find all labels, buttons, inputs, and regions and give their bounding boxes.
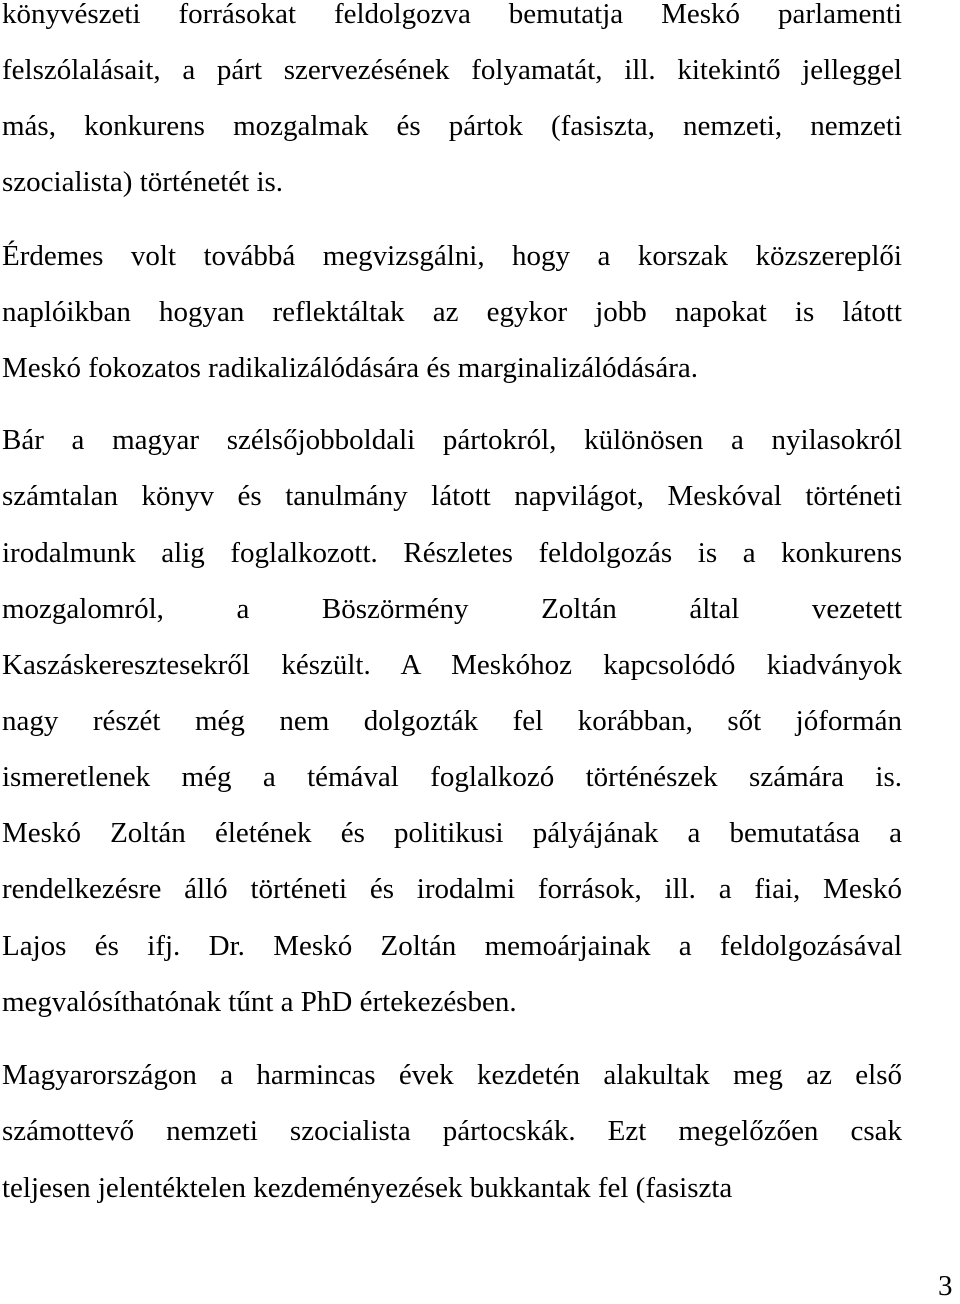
text-line: Lajos és ifj. Dr. Meskó Zoltán memoárjainak a feldolgozásával (2, 930, 902, 962)
text-line: felszólalásait, a párt szervezésének folyamatát, ill. kitekintő jelleggel (2, 54, 902, 86)
text-line: számtalan könyv és tanulmány látott napvilágot, Meskóval történeti (2, 480, 902, 512)
text-line: nagy részét még nem dolgozták fel korábban, sőt jóformán (2, 705, 902, 737)
text-line: Kaszáskeresztesekről készült. A Meskóhoz kapcsolódó kiadványok (2, 649, 902, 681)
text-line: más, konkurens mozgalmak és pártok (fasiszta, nemzeti, nemzeti (2, 110, 902, 142)
text-line: irodalmunk alig foglalkozott. Részletes feldolgozás is a konkurens (2, 537, 902, 569)
page-number: 3 (938, 1270, 953, 1302)
text-line: megvalósíthatónak tűnt a PhD értekezésben. (2, 986, 517, 1018)
text-line: naplóikban hogyan reflektáltak az egykor jobb napokat is látott (2, 296, 902, 328)
text-line: szocialista) történetét is. (2, 166, 284, 198)
text-line: mozgalomról, a Böszörmény Zoltán által vezetett (2, 593, 902, 625)
text-line: Meskó Zoltán életének és politikusi pályájának a bemutatása a (2, 817, 902, 849)
text-line: rendelkezésre álló történeti és irodalmi források, ill. a fiai, Meskó (2, 873, 902, 905)
text-line: könyvészeti forrásokat feldolgozva bemutatja Meskó parlamenti (2, 0, 902, 30)
text-line: teljesen jelentéktelen kezdeményezések bukkantak fel (fasiszta (2, 1172, 733, 1204)
text-line: számottevő nemzeti szocialista pártocskák. Ezt megelőzően csak (2, 1115, 902, 1147)
text-line: Magyarországon a harmincas évek kezdetén alakultak meg az első (2, 1059, 902, 1091)
text-line: ismeretlenek még a témával foglalkozó történészek számára is. (2, 761, 902, 793)
text-line: Meskó fokozatos radikalizálódására és marginalizálódására. (2, 352, 698, 384)
text-line: Érdemes volt továbbá megvizsgálni, hogy a korszak közszereplői (2, 240, 902, 272)
text-line: Bár a magyar szélsőjobboldali pártokról, különösen a nyilasokról (2, 424, 902, 456)
